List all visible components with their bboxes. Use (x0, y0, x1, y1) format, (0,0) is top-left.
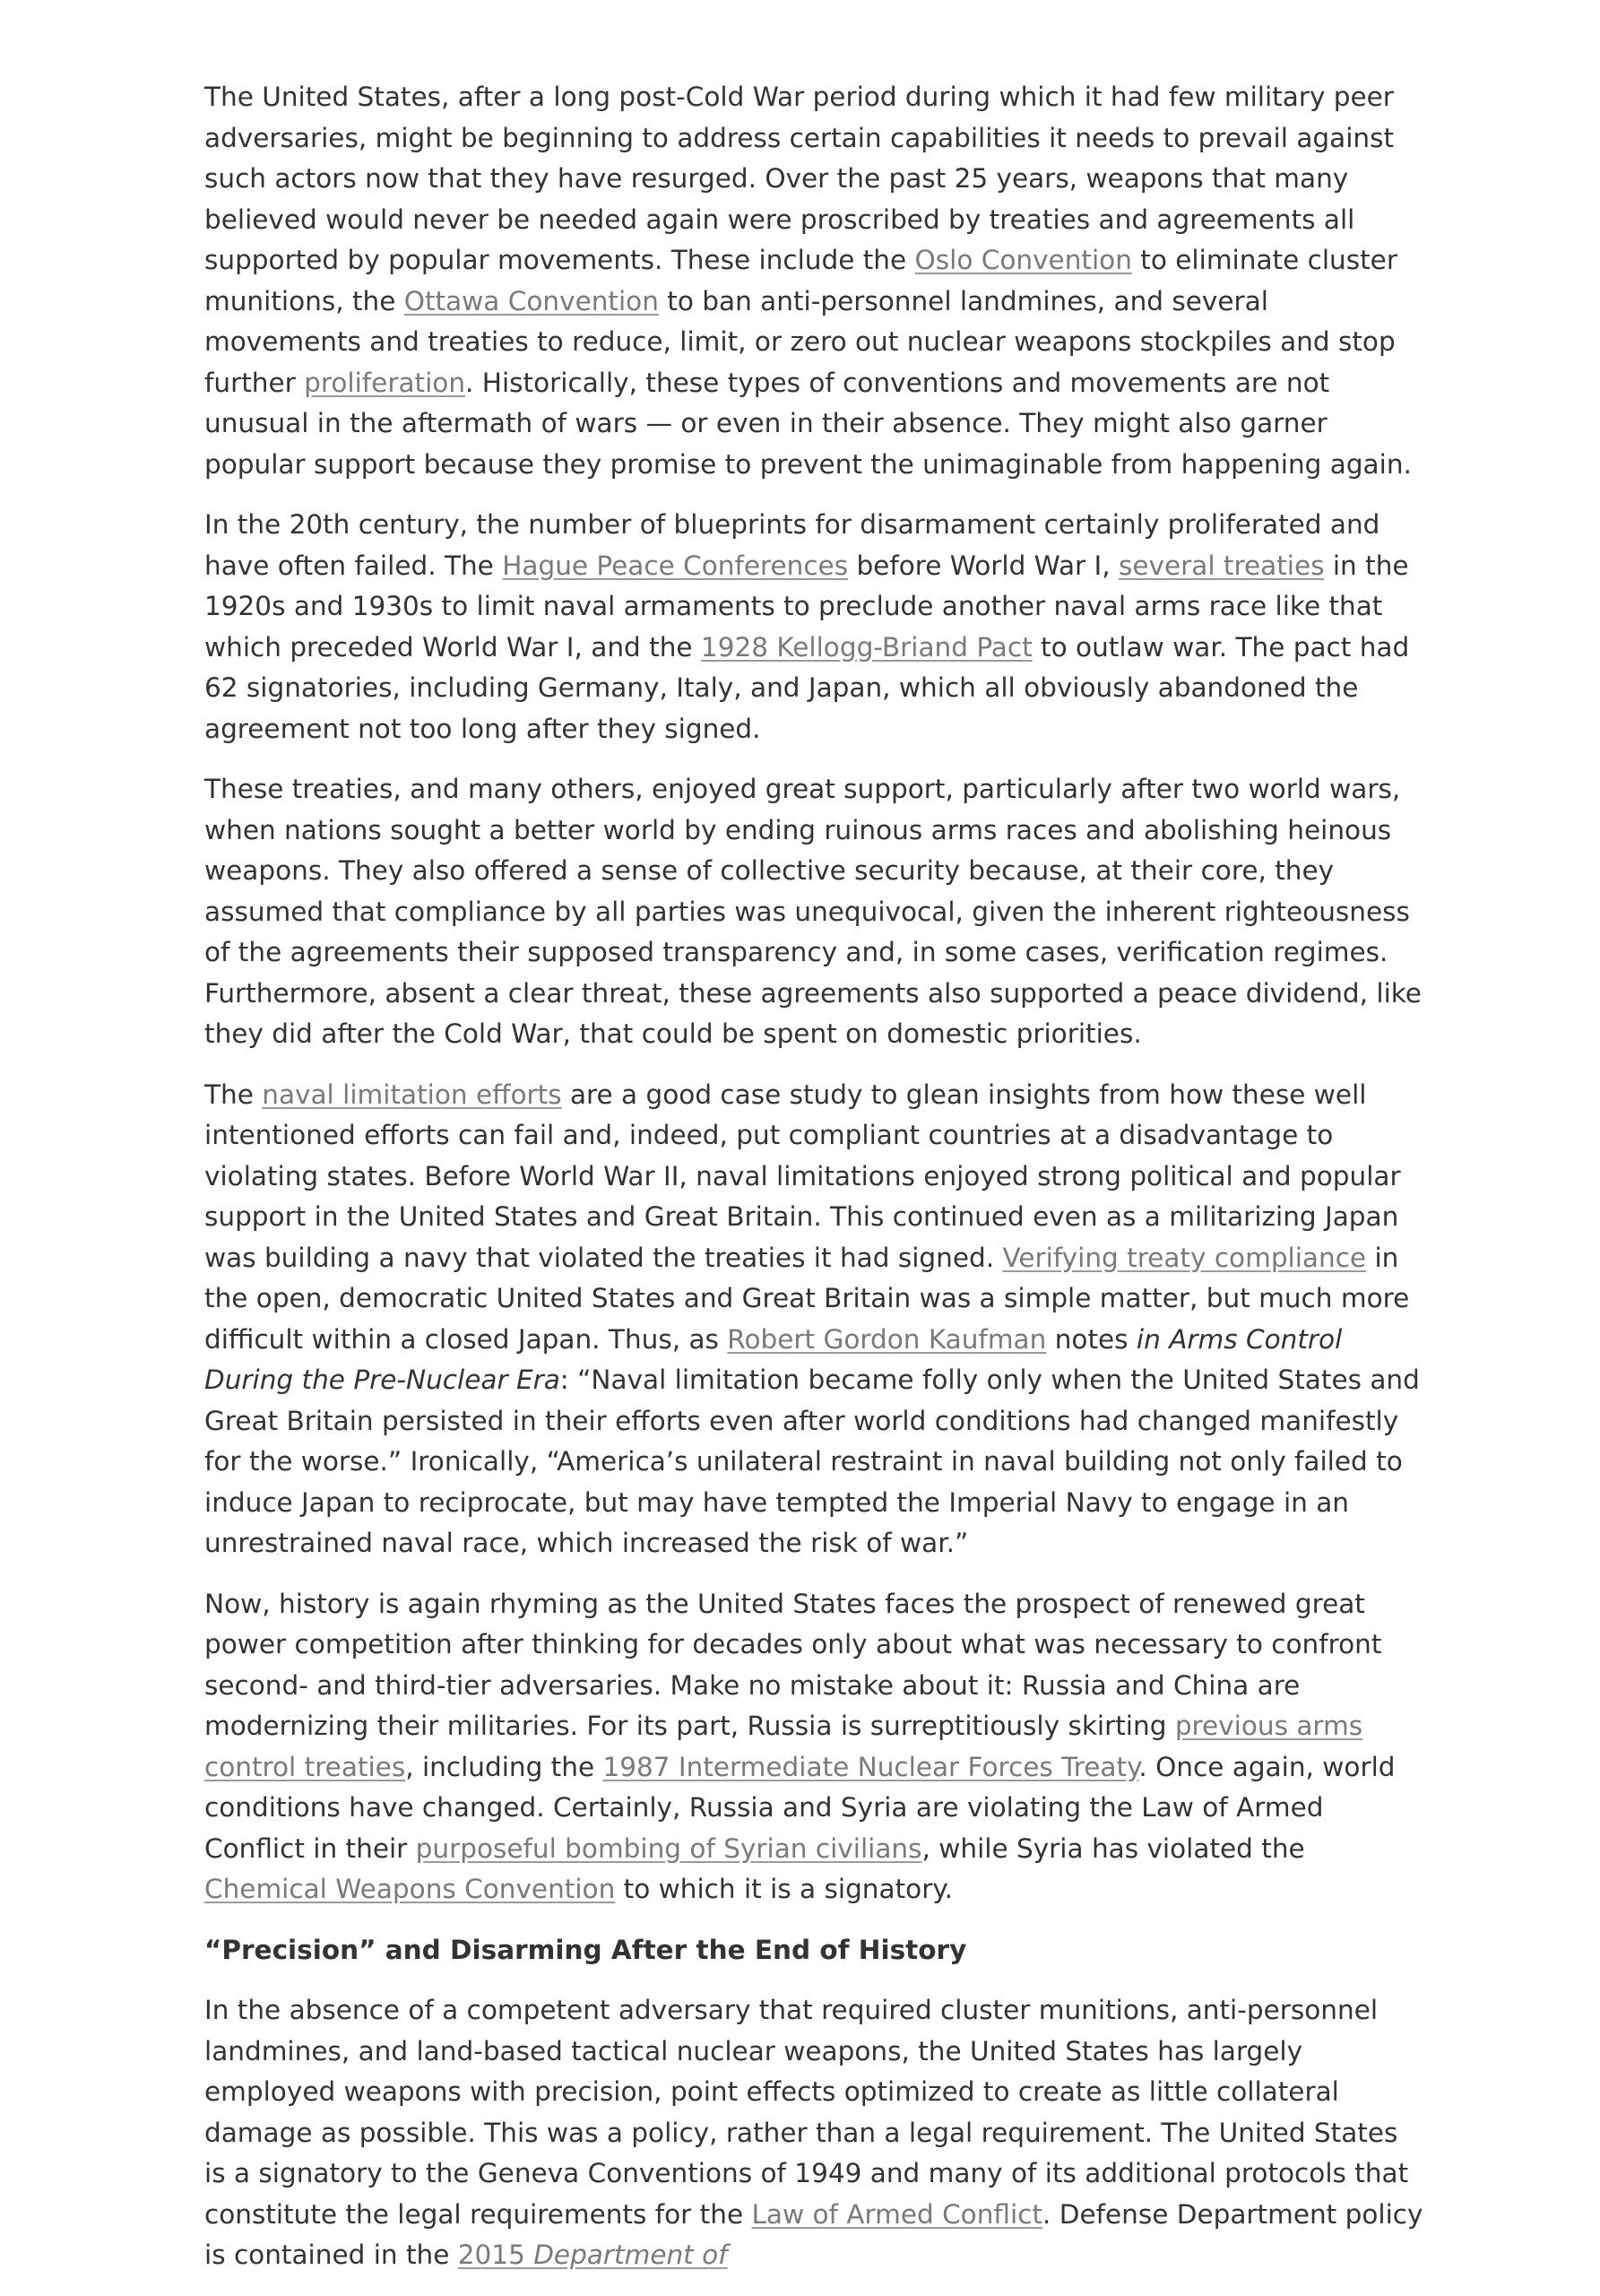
link-robert-gordon-kaufman[interactable]: Robert Gordon Kaufman (727, 1323, 1047, 1355)
text: Now, history is again rhyming as the United States faces the prospect of renewed great power competition after thinking for decades only about what was necessary to confront second- and third-tier adversaries. Make no mistake about it: Russia and China are modernizing their militaries. For its part, Russia is surreptitiously skirting (204, 1588, 1382, 1741)
text: . Historically, these types of conventions and movements are not unusual in the aftermath of wars — or even in their absence. They might also garner popular support because they promise to prevent the unimaginable from happening again. (204, 367, 1412, 480)
text: In the absence of a competent adversary that required cluster munitions, anti-personnel landmines, and land-based tactical nuclear weapons, the United States has largely employed weapons with precision, point effects optimized to create as little collateral damage as possible. This was a policy, rather than a legal requirement. The United States is a signatory to the Geneva Conventions of 1949 and many of its additional protocols that constitute the legal requirements for the (204, 1995, 1409, 2230)
paragraph-2 (204, 505, 1423, 749)
text: are a good case study to glean insights from how these well intentioned efforts can fail and, indeed, put compliant countries at a disadvantage to violating states. Before World War II, naval limitations enjoyed strong political and popular support in the United States and Great Britain. This continued even as a militarizing Japan was building a navy that violated the treaties it had signed. (204, 1079, 1401, 1273)
link-text: 2015 (457, 2240, 534, 2270)
book-title: in Arms Control During the Pre-Nuclear Era (204, 1323, 1343, 1395)
text: The (204, 1079, 263, 1110)
link-several-treaties[interactable]: several treaties (1119, 550, 1325, 581)
paragraph-1 (204, 77, 1423, 485)
link-verifying-treaty-compliance[interactable]: Verifying treaty compliance (1002, 1242, 1367, 1273)
link-previous-arms-control-treaties[interactable]: previous arms control treaties (204, 1711, 1363, 1782)
text: to ban anti-personnel landmines, and several movements and treaties to reduce, limit, or zero out nuclear weapons stockpiles and stop further (204, 285, 1396, 398)
text: to which it is a signatory. (615, 1874, 953, 1904)
text: in the open, democratic United States and Great Britain was a simple matter, but much more difficult within a closed Japan. Thus, as (204, 1242, 1410, 1355)
text: These treaties, and many others, enjoyed great support, particularly after two world wars, when nations sought a better world by ending ruinous arms races and abolishing heinous weapons. They also offered a sense of collective security because, at their core, they assumed that compliance by all parties was unequivocal, given the inherent righteousness of the agreements their supposed transparency and, in some cases, verification regimes. Furthermore, absent a clear threat, these agreements also supported a peace dividend, like they did after the Cold War, that could be spent on domestic priorities. (204, 774, 1422, 1049)
link-hague-peace-conferences[interactable]: Hague Peace Conferences (502, 550, 849, 581)
text: notes (1046, 1323, 1137, 1355)
text: before World War I, (848, 550, 1120, 581)
text: : “Naval limitation became folly only when the United States and Great Britain persisted in their efforts even after world conditions had changed manifestly for the worse.” Ironically, “America’s unilateral restraint in naval building not only failed to induce Japan to reciprocate, but may have tempted the Imperial Navy to engage in an unrestrained naval race, which increased the risk of war.” (204, 1365, 1420, 1558)
link-purposeful-bombing[interactable]: purposeful bombing of Syrian civilians (415, 1832, 922, 1864)
link-2015-dod-law-of-war-manual[interactable] (458, 2240, 728, 2270)
text: . Once again, world conditions have changed. Certainly, Russia and Syria are violating the Law of Armed Conflict in their (204, 1751, 1396, 1864)
link-chemical-weapons-convention[interactable]: Chemical Weapons Convention (204, 1874, 616, 1904)
link-ottawa-convention[interactable]: Ottawa Convention (403, 285, 659, 316)
article-body (204, 77, 1423, 2296)
text: In the 20th century, the number of blueprints for disarmament certainly proliferated and have often failed. The (204, 509, 1380, 581)
link-naval-limitation-efforts[interactable]: naval limitation efforts (262, 1079, 562, 1110)
link-proliferation[interactable]: proliferation (304, 367, 466, 398)
paragraph-3 (204, 769, 1423, 1055)
text: , including the (405, 1751, 603, 1782)
text: . Defense Department policy is contained in the (204, 2198, 1423, 2270)
text: to outlaw war. The pact had 62 signatories, including Germany, Italy, and Japan, which all obviously abandoned the agreement not too long after they signed. (204, 631, 1410, 744)
paragraph-4 (204, 1075, 1423, 1564)
link-text-italic: Department of (533, 2240, 728, 2270)
link-kellogg-briand-pact[interactable]: 1928 Kellogg-Briand Pact (700, 631, 1033, 663)
text: , while Syria has violated the (921, 1832, 1305, 1864)
link-oslo-convention[interactable]: Oslo Convention (914, 245, 1132, 275)
link-law-of-armed-conflict[interactable]: Law of Armed Conflict (751, 2198, 1042, 2230)
paragraph-6 (204, 1990, 1423, 2276)
link-inf-treaty[interactable]: 1987 Intermediate Nuclear Forces Treaty (602, 1751, 1139, 1782)
paragraph-5 (204, 1584, 1423, 1910)
text: in the 1920s and 1930s to limit naval armaments to preclude another naval arms race like that which preceded World War I, and the (204, 550, 1409, 663)
section-heading: “Precision” and Disarming After the End of History (204, 1934, 967, 1965)
text: to eliminate cluster munitions, the (204, 245, 1397, 316)
text: The United States, after a long post-Cold War period during which it had few military peer adversaries, might be beginning to address certain capabilities it needs to prevail against such actors now that they have resurged. Over the past 25 years, weapons that many believed would never be needed again were proscribed by treaties and agreements all supported by popular movements. These include the (204, 82, 1395, 275)
